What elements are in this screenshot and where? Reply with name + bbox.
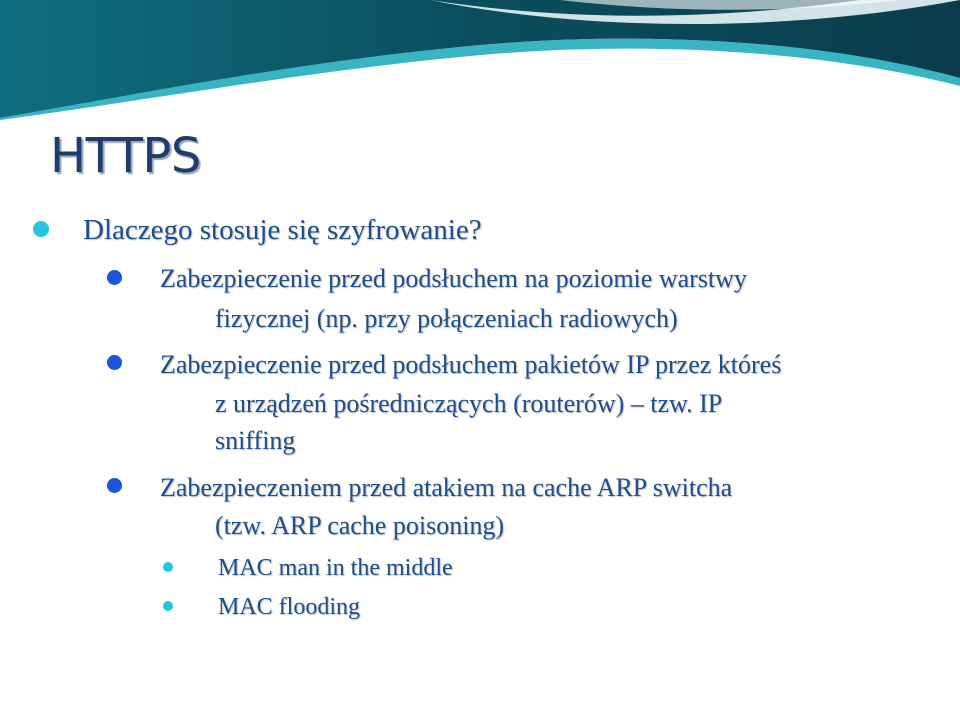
point-2-line-1: Zabezpieczenie przed podsłuchem pakietów IP przez któreś — [160, 350, 782, 379]
point-3-line-2: (tzw. ARP cache poisoning) — [215, 511, 505, 540]
header-wave-decoration — [0, 0, 960, 120]
bullet-icon — [107, 270, 122, 285]
point-3-line-1: Zabezpieczeniem przed atakiem na cache ARP switcha — [160, 473, 733, 502]
point-2-line-2: z urządzeń pośredniczących (routerów) – tzw. IP — [215, 389, 723, 418]
bullet-icon — [33, 221, 49, 237]
slide-title: HTTPS — [50, 128, 201, 184]
point-2-line-3: sniffing — [215, 426, 296, 455]
bullet-icon — [163, 601, 173, 611]
point-1-line-2: fizycznej (np. przy połączeniach radiowych) — [215, 304, 678, 333]
bullet-icon — [107, 355, 122, 370]
point-1-line-1: Zabezpieczenie przed podsłuchem na poziomie warstwy — [160, 264, 747, 293]
question-text: Dlaczego stosuje się szyfrowanie? — [83, 214, 482, 246]
bullet-icon — [163, 562, 173, 572]
subpoint-2: MAC flooding — [218, 594, 361, 620]
subpoint-1: MAC man in the middle — [218, 555, 453, 581]
bullet-icon — [107, 478, 122, 493]
